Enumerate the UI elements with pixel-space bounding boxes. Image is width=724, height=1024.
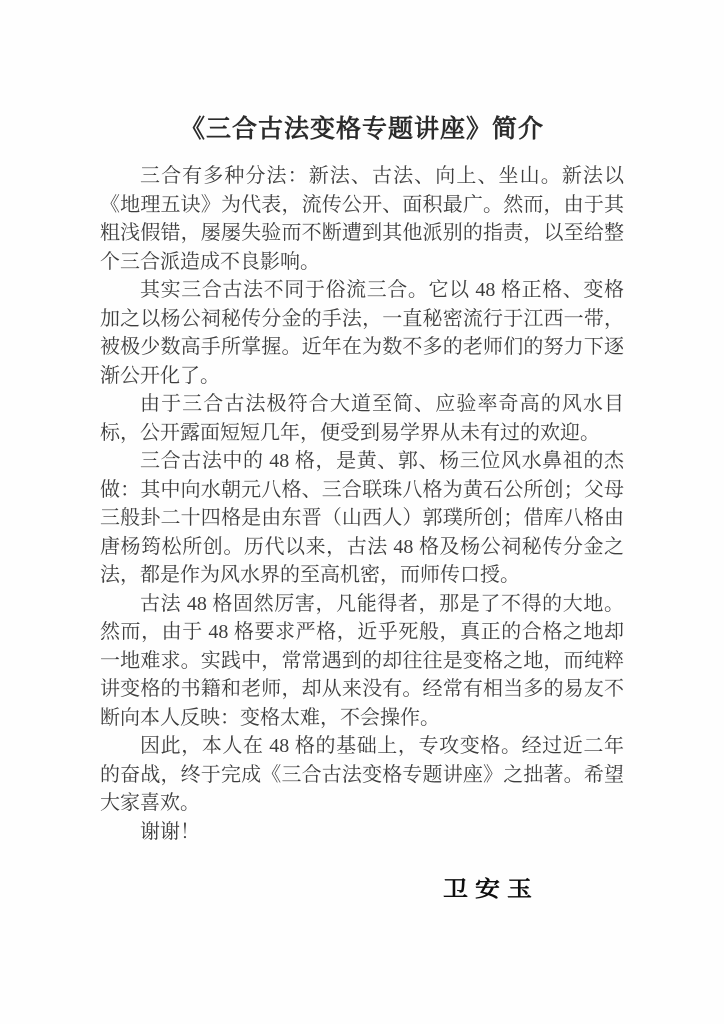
body-paragraph: 由于三合古法极符合大道至简、应验率奇高的风水目标，公开露面短短几年，便受到易学界从未有过的欢迎。: [100, 393, 624, 444]
body-paragraph: 谢谢！: [140, 820, 200, 843]
body-paragraph: 古法 48 格固然厉害，凡能得者，那是了不得的大地。然而，由于 48 格要求严格，近乎死般，真正的合格之地却一地难求。实践中，常常遇到的却往往是变格之地，而纯粹讲变格的书籍和老师，却从来没有。经常有相当多的易友不断向本人反映：变格太难，不会操作。: [100, 592, 624, 729]
page-title: 《三合古法变格专题讲座》简介: [179, 116, 544, 143]
body-paragraph: 三合古法中的 48 格，是黄、郭、杨三位风水鼻祖的杰做：其中向水朝元八格、三合联珠八格为黄石公所创；父母三般卦二十四格是由东晋（山西人）郭璞所创；借库八格由唐杨筠松所创。历代以来，古法 48 格及杨公祠秘传分金之法，都是作为风水界的至高机密，而师传口授。: [100, 450, 624, 586]
author-signature: 卫安玉: [443, 878, 540, 902]
body-paragraph: 因此，本人在 48 格的基础上，专攻变格。经过近二年的奋战，终于完成《三合古法变格专题讲座》之拙著。希望大家喜欢。: [100, 735, 624, 814]
text-block: [100, 0, 624, 846]
body-paragraph: 三合有多种分法：新法、古法、向上、坐山。新法以《地理五诀》为代表，流传公开、面积最广。然而，由于其粗浅假错，屡屡失验而不断遭到其他派别的指责，以至给整个三合派造成不良影响。: [100, 165, 624, 273]
document-body: [100, 162, 624, 846]
body-paragraph: 其实三合古法不同于俗流三合。它以 48 格正格、变格加之以杨公祠秘传分金的手法，一直秘密流行于江西一带，被极少数高手所掌握。近年在为数不多的老师们的努力下逐渐公开化了。: [100, 279, 624, 387]
